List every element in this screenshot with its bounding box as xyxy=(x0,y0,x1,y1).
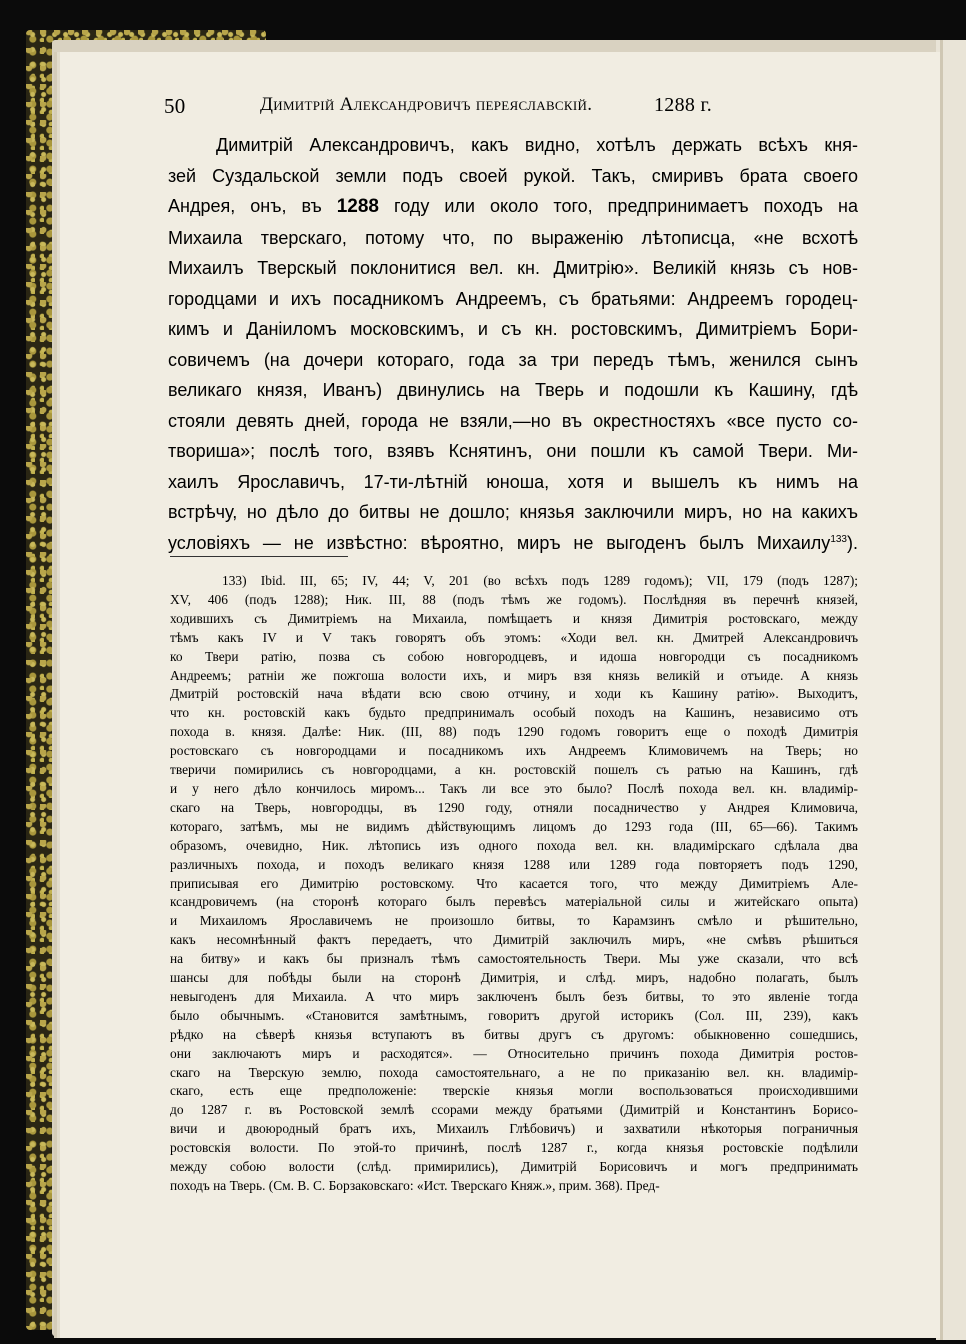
running-year: 1288 г. xyxy=(654,94,713,116)
running-title: Димитрій Александровичъ переяславскій. xyxy=(260,94,593,115)
text-line xyxy=(168,528,858,559)
text-fragment: условіяхъ — не извѣстно: вѣроятно, миръ не выгоденъ былъ Михаилу xyxy=(168,532,831,553)
footnote-line: до 1287 г. въ Ростовской землѣ ссорами между братьями (Димитрій и Константинъ Борисо- xyxy=(170,1102,858,1118)
footnote-line: тверичи помирились съ новгородцами, а кн. ростовскій пошелъ съ ратью на Кашинъ, гдѣ xyxy=(170,762,858,778)
footnote-line: на битву» и какъ бы призналъ тѣмъ самостоятельность Твери. Мы уже сказали, что всѣ xyxy=(170,951,858,967)
footnote-line: и Михаиломъ Ярославичемъ не произошло битвы, то Карамзинъ смѣло и рѣшительно, xyxy=(170,913,858,929)
footnote-line: Андреемъ; ратніи же пожгоша волости ихъ, и миръ взя князь великій и отъиде. А князь xyxy=(170,667,858,683)
footnote-line: что кн. ростовскій какъ будьто предпринималъ особый походъ на Кашинъ, независимо отъ xyxy=(170,705,858,721)
text-line: великаго князя, Иванъ) двинулись на Тверь и подошли къ Кашину, гдѣ xyxy=(168,380,858,400)
footnote-line: скаго на Тверскую землю, похода самостоятельнаго, а не по приказанію вел. кн. владимір- xyxy=(170,1064,858,1080)
text-line: зей Суздальской земли подъ своей рукой. Такъ, смиривъ брата своего xyxy=(168,165,858,186)
footnote-line: ходившихъ съ Димитріемъ на Михаила, помѣщаетъ и князя Димитрія ростовскаго, между xyxy=(170,610,858,626)
text-fragment: ). xyxy=(847,532,858,553)
footnote-line: они заключаютъ миръ и расходятся». — Относительно причинъ похода Димитрія ростов- xyxy=(170,1045,858,1061)
text-fragment: Андрея, онъ, въ xyxy=(168,196,337,216)
footnote-line: тѣмъ какъ IV и V такъ говорятъ объ этомъ: «Ходи вел. кн. Дмитрей Александровичъ xyxy=(170,629,858,645)
footnote-line: скаго на Тверь, новгородцы, въ 1290 году, отняли посадничество у Андрея Климовича, xyxy=(170,799,858,815)
footnote-line: Дмитрій ростовскій нача вѣдати всю свою отчину, и ходи къ Кашину ратію». Выходитъ, xyxy=(170,686,858,702)
facing-page-edge xyxy=(936,40,966,1340)
footnote-line: образомъ, очевидно, Ник. лѣтопись изъ одного похода вел. кн. владимірскаго сдѣлала два xyxy=(170,837,858,853)
footnote-block xyxy=(170,572,858,1196)
footnote-line: рѣдко на сѣверѣ князья вступаютъ въ битвы другъ съ другомъ: обыкновенно сошедшись, xyxy=(170,1026,858,1042)
main-paragraph xyxy=(168,130,858,558)
footnote-line: вичи и двоюродный братъ ихъ, Михаилъ Глѣбовичъ) и захватили нѣкоторыя пограничныя xyxy=(170,1121,858,1137)
footnote-line: котораго, затѣмъ, мы не видимъ дѣйствующимъ лицомъ до 1293 года (III, 65—66). Такимъ xyxy=(170,818,858,834)
footnote-reference: 133 xyxy=(830,533,847,545)
text-line: встрѣчу, но дѣло до битвы не дошло; князья заключили миръ, но на какихъ xyxy=(168,502,858,522)
text-line: Михаила тверскаго, потому что, по выраженію лѣтописца, «не всхотѣ xyxy=(168,227,858,248)
year-bold: 1288 xyxy=(336,196,379,217)
footnote-line: 133) Ibid. III, 65; IV, 44; V, 201 (во всѣхъ подъ 1289 годомъ); VII, 179 (подъ 1287); xyxy=(222,573,858,588)
footnote-line: XV, 406 (подъ 1288); Ник. III, 88 (подъ тѣмъ же годомъ). Послѣдняя въ перечнѣ князей, xyxy=(170,591,858,607)
footnote-line: ксандровичемъ (на сторонѣ котораго былъ перевѣсъ матеріальной силы и житейскаго опыта) xyxy=(170,894,858,910)
text-line: Димитрій Александровичъ, какъ видно, хотѣлъ держать всѣхъ кня- xyxy=(216,135,858,155)
footnote-line: невыгоденъ для Михаила. А что миръ заключенъ былъ безъ битвы, то это явленіе тогда xyxy=(170,988,858,1004)
footnote-line: какъ несомнѣнный фактъ передаетъ, что Димитрій заключилъ миръ, «не смѣвъ рѣшиться xyxy=(170,932,858,948)
text-line xyxy=(168,191,858,223)
footnote-line: похода в. князя. Далѣе: Ник. (III, 88) подъ 1290 годомъ говоритъ еще о походѣ Димитрія xyxy=(170,724,858,740)
footnote-line: ко Твери ратію, позва съ собою новгородцевъ, и идоша новгородци съ посадникомъ xyxy=(170,648,858,664)
text-line: твориша»; послѣ того, взявъ Кснятинъ, они пошли къ самой Твери. Ми- xyxy=(168,441,858,461)
text-fragment: году или около того, предпринимаетъ походъ на xyxy=(379,196,858,216)
footnote-line: приписывая его Димитрію ростовскому. Что касается того, что между Димитріемъ Але- xyxy=(170,875,858,891)
footnote-line: шансы для побѣды были на сторонѣ Димитрія, и слѣд. миръ, надобно полагать, былъ xyxy=(170,970,858,986)
text-line: городцами и ихъ посадникомъ Андреемъ, съ братьями: Андреемъ городец- xyxy=(168,288,858,309)
footnote-line: между собою волости (слѣд. примирились), Димитрій Борисовичъ и могъ предпринимать xyxy=(170,1159,858,1175)
footnote-separator xyxy=(170,556,348,557)
footnote-line: было обычнымъ. «Становится замѣтнымъ, говоритъ другой историкъ (Сол. III, 239), какъ xyxy=(170,1007,858,1023)
page-number: 50 xyxy=(164,94,186,118)
footnote-line: ростовскаго съ новгородцами и посадникомъ ихъ Андреемъ Климовичемъ на Тверь; но xyxy=(170,743,858,759)
footnote-line: и у него дѣло кончилось миромъ... Такъ ли все это было? Послѣ похода вел. кн. владимір- xyxy=(170,780,858,796)
footnote-line: походъ на Тверь. (См. В. С. Борзаковскаго: «Ист. Тверскаго Княж.», прим. 368). Пред- xyxy=(170,1178,660,1193)
footnote-line: скаго, есть еще предположеніе: тверскіе князья могли воспользоваться происходившими xyxy=(170,1083,858,1099)
page-header xyxy=(164,94,864,124)
text-line: хаилъ Ярославичъ, 17-ти-лѣтній юноша, хотя и вышелъ къ нимъ на xyxy=(168,471,858,492)
text-line: Михаилъ Тверскый поклонитися вел. кн. Дмитрію». Великій князь съ нов- xyxy=(168,258,858,278)
text-line: совичемъ (на дочери котораго, года за три передъ тѣмъ, женился сынъ xyxy=(168,349,858,370)
footnote-line: ростовскія волости. По этой-то причинѣ, послѣ 1287 г., когда князья ростовскіе подѣлили xyxy=(170,1140,858,1156)
footnote-line: различныхъ похода, и походъ великаго князя 1288 или 1289 года повторяетъ подъ 1290, xyxy=(170,856,858,872)
text-line: стояли девять дней, города не взяли,—но въ окрестностяхъ «все пусто со- xyxy=(168,410,858,431)
text-line: кимъ и Даніиломъ московскимъ, и съ кн. ростовскимъ, Димитріемъ Бори- xyxy=(168,319,858,339)
